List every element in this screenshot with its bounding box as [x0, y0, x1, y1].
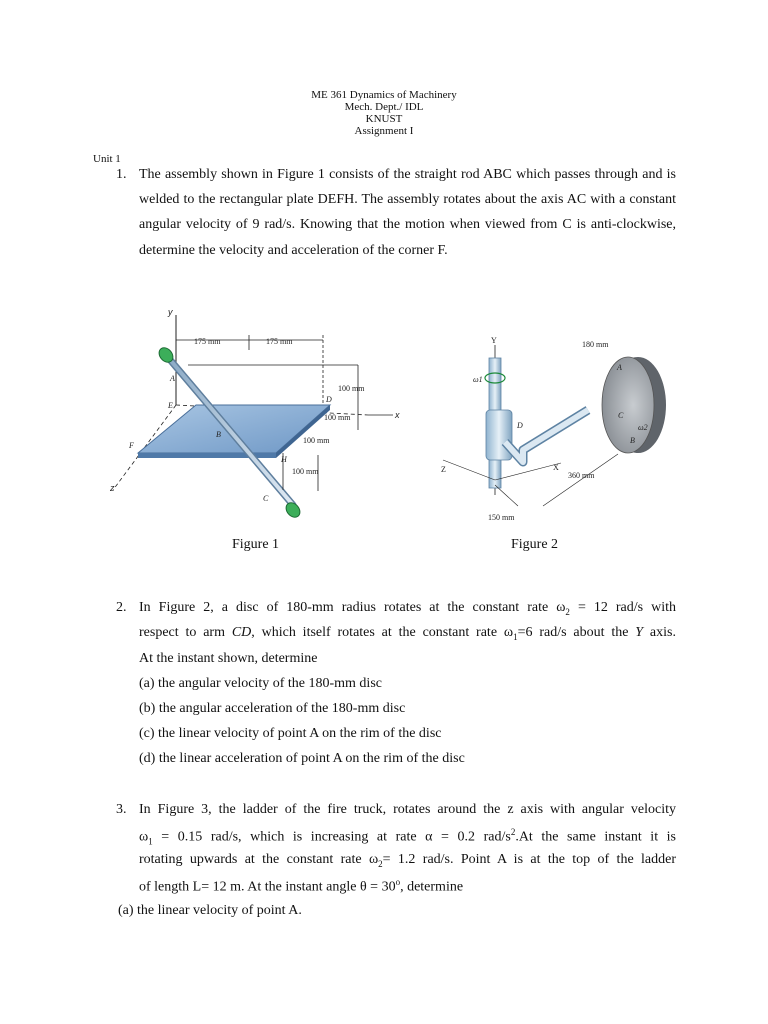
question-2-item-a: (a) the angular velocity of the 180-mm disc: [139, 676, 382, 691]
y-axis-label-2: Y: [491, 336, 497, 345]
question-3-item-a: (a) the linear velocity of point A.: [118, 903, 302, 918]
point-f-label: F: [129, 441, 134, 450]
figure-2: [433, 330, 673, 525]
point-a-label: A: [170, 374, 175, 383]
x-axis-label-2: X: [553, 463, 559, 472]
school: KNUST: [365, 113, 403, 125]
collar: [486, 410, 512, 460]
question-3-line-1: In Figure 3, the ladder of the fire truck, rotates around the z axis with angular velocity: [139, 802, 676, 817]
question-1-number: 1.: [116, 167, 127, 182]
question-2-item-d: (d) the linear acceleration of point A on the rim of the disc: [139, 751, 465, 766]
omega2-label: ω2: [638, 423, 648, 432]
point-h-label: H: [281, 455, 287, 464]
z-axis-label-2: Z: [441, 465, 446, 474]
question-1-text: The assembly shown in Figure 1 consists of the straight rod ABC which passes through and is welded to the rectangular plate DEFH. The assembly rotates about the axis AC with a constant angular velocity of 9 rad/s. Knowing that the motion when viewed from C is anti-clockwise, determine the velocity and acceleration of the corner F.: [139, 167, 676, 258]
question-2-item-b: (b) the angular acceleration of the 180-mm disc: [139, 701, 406, 716]
dim-175-left: 175 mm: [194, 337, 221, 346]
disc: [602, 357, 654, 453]
figure-2-caption: Figure 2: [511, 537, 559, 552]
point-d-label: D: [326, 395, 332, 404]
department: Mech. Dept./ IDL: [344, 101, 424, 113]
y-axis-label: y: [168, 307, 173, 317]
dim-100-c: 100 mm: [303, 436, 330, 445]
dim-100-b: 100 mm: [324, 413, 351, 422]
question-2-line-2: respect to arm CD, which itself rotates at the constant rate $\omega_1=6$ rad/s about the Y axis.: [139, 625, 676, 642]
omega1-label: ω1: [473, 375, 483, 384]
dim-360mm: 360 mm: [568, 471, 595, 480]
question-2-line-3: At the instant shown, determine: [139, 651, 318, 666]
question-3-line-3: rotating upwards at the constant rate $\omega_2= 1.2$ rad/s. Point A is at the top of the ladder: [139, 852, 676, 869]
question-2-number: 2.: [116, 600, 127, 615]
question-2-item-c: (c) the linear velocity of point A on the rim of the disc: [139, 726, 442, 741]
rectangular-plate: [138, 405, 330, 453]
question-3-number: 3.: [116, 802, 127, 817]
point-c-label: C: [263, 494, 269, 503]
dim-150mm: 150 mm: [488, 513, 515, 522]
question-3-line-2: $\omega_1 = 0.15$ rad/s, which is increasing at rate α = 0.2 rad/$s^2.At$ the same instant it is: [139, 827, 676, 847]
disc-point-b: B: [630, 436, 635, 445]
assignment-title: Assignment I: [354, 125, 414, 137]
disc-point-a: A: [617, 363, 622, 372]
dim-100-a: 100 mm: [338, 384, 365, 393]
arm-point-d: D: [517, 421, 523, 430]
figure-1: [108, 305, 408, 530]
point-b-label: B: [216, 430, 221, 439]
z-axis-label: z: [110, 483, 115, 493]
point-e-label: E: [168, 401, 173, 410]
dim-100-d: 100 mm: [292, 467, 319, 476]
question-3-line-4: of length L= 12 m. At the instant angle $\theta = 30^o$, determine: [139, 877, 464, 895]
arm-cd: [505, 410, 588, 462]
course-title: ME 361 Dynamics of Machinery: [311, 89, 457, 101]
dim-175-right: 175 mm: [266, 337, 293, 346]
unit-label: Unit 1: [93, 153, 121, 165]
question-2-line-1: In Figure 2, a disc of 180-mm radius rotates at the constant rate $\omega_2 = 12$ rad/s with: [139, 600, 676, 617]
x-axis-label: x: [395, 410, 400, 420]
disc-point-c: C: [618, 411, 624, 420]
figure-1-caption: Figure 1: [232, 537, 280, 552]
dim-180mm: 180 mm: [582, 340, 609, 349]
